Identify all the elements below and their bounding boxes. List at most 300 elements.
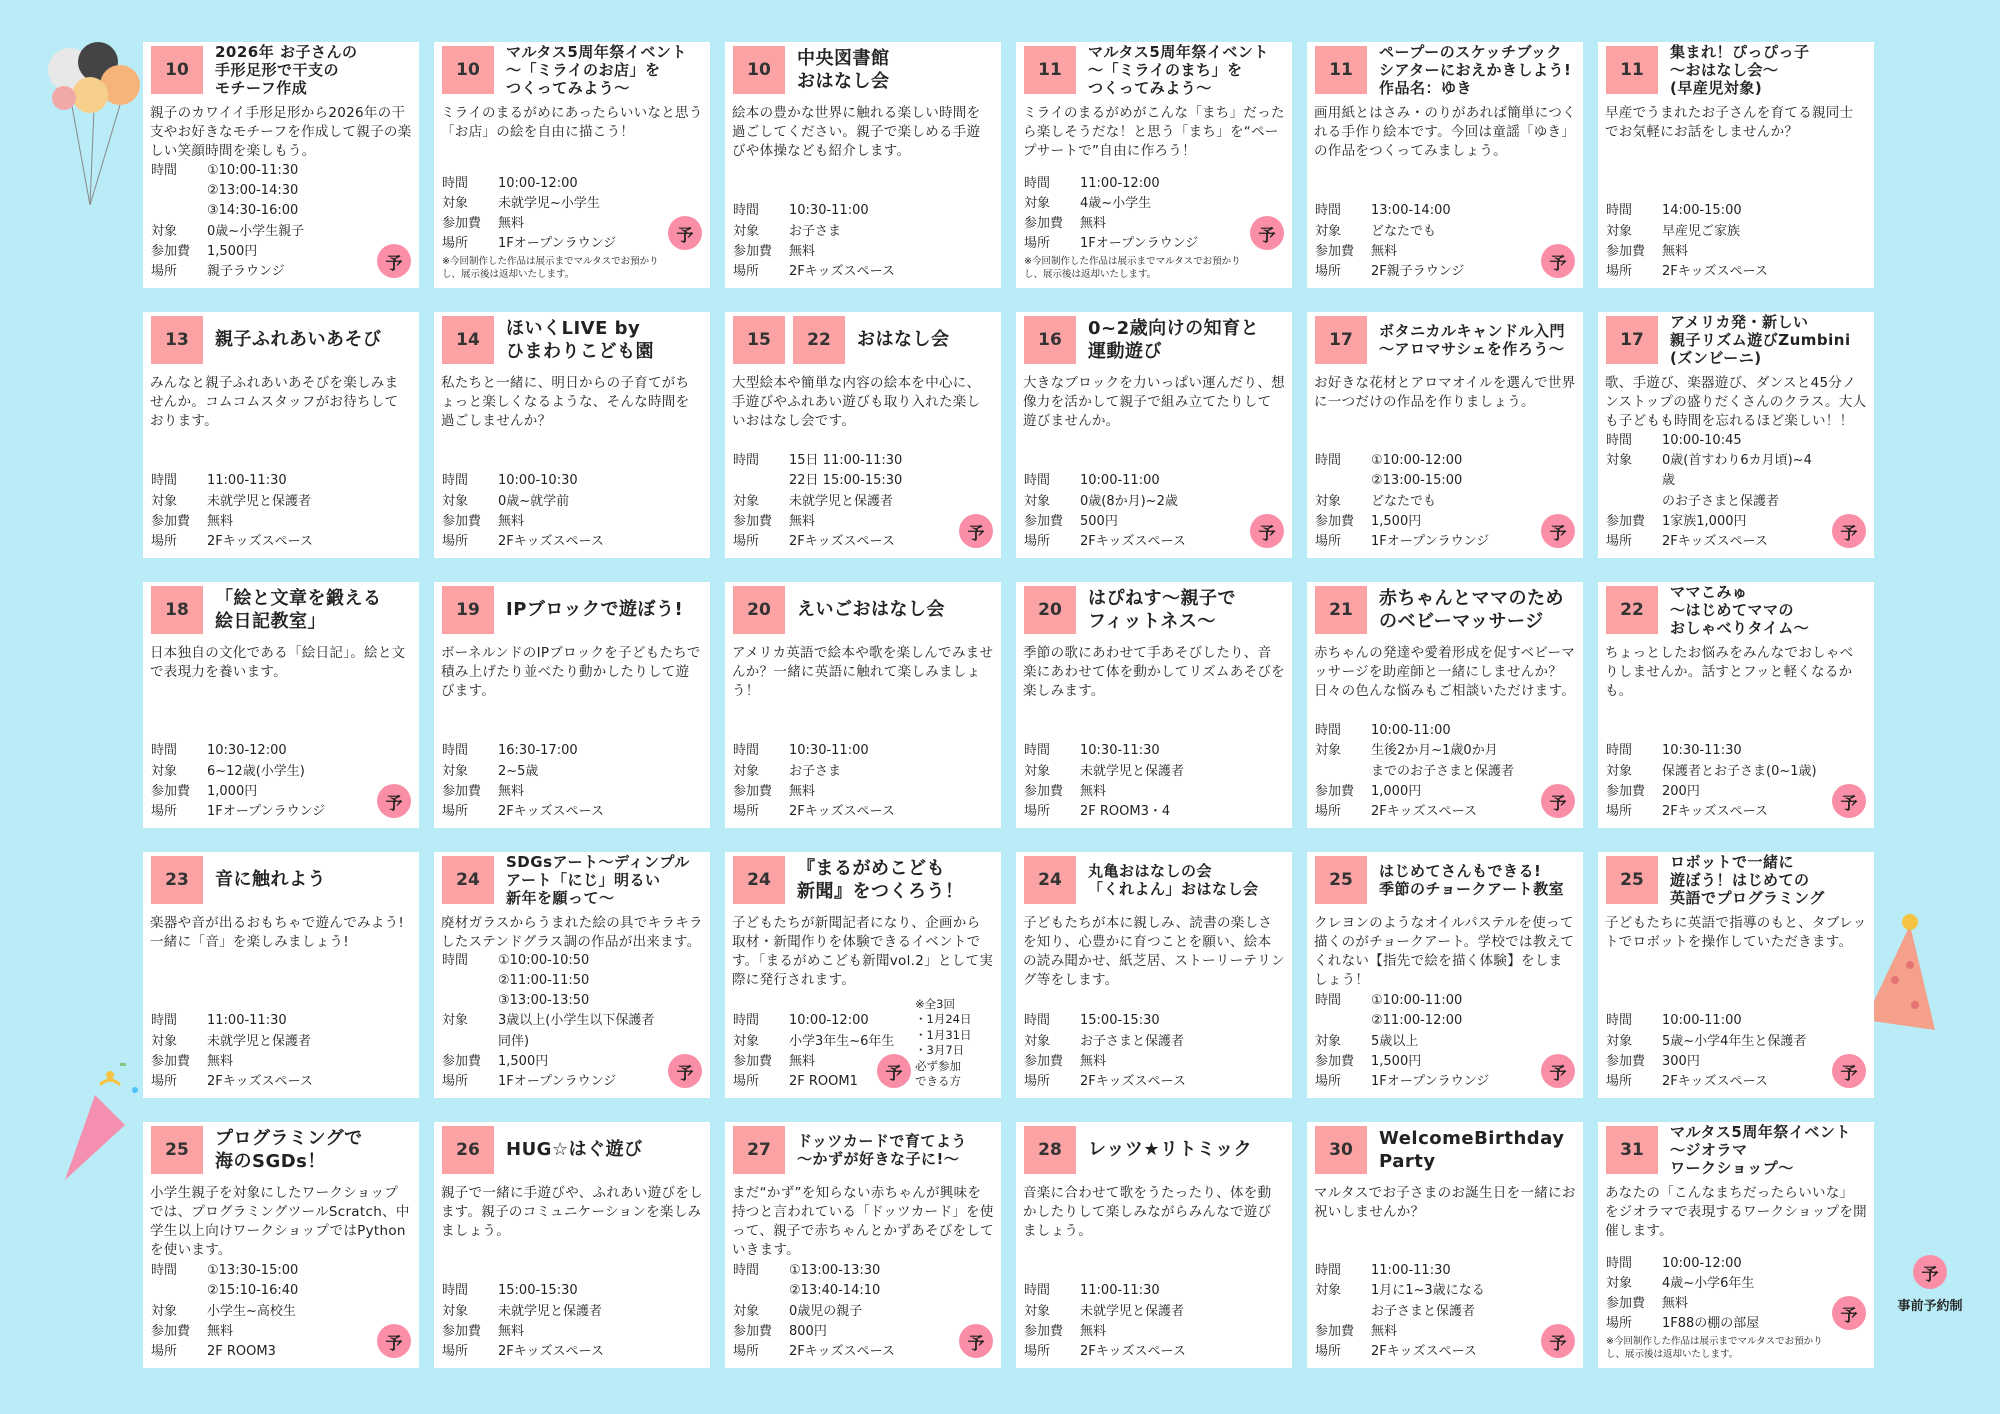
info-label: 参加費	[1024, 216, 1064, 232]
info-value: 1,500円	[498, 1053, 549, 1069]
info-label: 対象	[151, 763, 178, 779]
event-title: 『まるがめこども 新聞』をつくろう！	[797, 857, 964, 902]
info-row	[442, 512, 660, 532]
event-title: はぴねす〜親子で フィットネス〜	[1088, 587, 1236, 632]
event-header	[1598, 42, 1874, 98]
info-value: お子さま	[789, 223, 842, 239]
reservation-badge: 予	[959, 1324, 993, 1358]
info-label: 対象	[1024, 1033, 1051, 1049]
info-label: 場所	[733, 263, 760, 279]
info-label: 参加費	[151, 243, 191, 259]
event-header	[725, 852, 1001, 908]
info-label: 対象	[1606, 1275, 1633, 1291]
info-label: 時間	[733, 743, 760, 759]
info-value: 1Fオープンラウンジ	[1371, 533, 1490, 549]
info-label: 時間	[442, 743, 469, 759]
event-info	[151, 1011, 369, 1092]
info-label: 対象	[1606, 223, 1633, 239]
event-header	[1016, 582, 1292, 638]
info-row	[1315, 1261, 1533, 1281]
event-description: アメリカ英語で絵本や歌を楽しんでみませんか？一緒に英語に触れて楽しみましょう！	[732, 645, 994, 700]
event-header	[143, 42, 419, 98]
event-title: マルタス5周年祭イベント 〜ジオラマ ワークショップ〜	[1670, 1122, 1851, 1178]
info-row	[1606, 431, 1824, 451]
event-dates	[143, 852, 203, 908]
event-header	[725, 42, 1001, 98]
info-value: 無料	[1080, 216, 1107, 232]
info-row	[733, 262, 951, 282]
event-description: 親子のカワイイ手形足形から2026年の干支やお好きなモチーフを作成して親子の楽しい笑顔時間を楽しもう。	[150, 105, 412, 160]
info-label: 対象	[1606, 763, 1633, 779]
event-date: 20	[1024, 586, 1076, 634]
info-label: 対象	[1315, 1033, 1342, 1049]
event-card	[143, 852, 419, 1098]
info-row	[151, 1032, 369, 1052]
info-label: 場所	[1606, 803, 1633, 819]
info-row	[733, 512, 951, 532]
info-row	[1315, 782, 1533, 802]
info-label: 場所	[733, 1073, 760, 1089]
info-row	[733, 201, 951, 221]
info-value: 小学生~高校生	[207, 1303, 296, 1319]
info-label: 場所	[442, 533, 469, 549]
info-value: 2Fキッズスペース	[1371, 1343, 1477, 1359]
event-header	[1307, 1122, 1583, 1178]
info-row	[442, 1342, 660, 1362]
event-title: HUG☆はぐ遊び	[506, 1139, 643, 1161]
event-card	[143, 312, 419, 558]
event-description: 子どもたちに英語で指導のもと、タブレットでロボットを操作していただきます。	[1605, 915, 1867, 951]
event-date: 25	[1315, 856, 1367, 904]
info-value: 0歳~就学前	[498, 493, 570, 509]
event-note: ※今回制作した作品は展示までマルタスでお預かりし、展示後は返却いたします。	[442, 256, 659, 281]
info-value: 無料	[1080, 783, 1107, 799]
info-label: 場所	[1606, 533, 1633, 549]
info-row	[1024, 1342, 1242, 1362]
info-label: 時間	[1606, 433, 1633, 449]
info-row	[442, 951, 660, 1011]
event-info	[1024, 174, 1242, 282]
event-info	[1606, 741, 1824, 822]
info-value: 16:30-17:00	[498, 743, 578, 759]
info-row	[151, 1302, 369, 1322]
info-label: 対象	[151, 493, 178, 509]
info-row	[733, 802, 951, 822]
event-dates	[434, 42, 494, 98]
info-value: 無料	[207, 513, 234, 529]
info-row	[442, 1072, 660, 1092]
info-value: 3歳以上(小学生以下保護者同伴)	[498, 1013, 655, 1049]
info-row	[442, 1322, 660, 1342]
info-row	[1606, 1314, 1824, 1334]
info-label: 対象	[442, 493, 469, 509]
event-card	[1307, 582, 1583, 828]
info-row	[151, 161, 369, 221]
event-date: 26	[442, 1126, 494, 1174]
info-value: 15:00-15:30	[1080, 1013, 1160, 1029]
event-card	[1016, 1122, 1292, 1368]
info-value: お子さまと保護者	[1080, 1033, 1185, 1049]
info-value: 無料	[1662, 243, 1689, 259]
info-value: ①10:00-11:00 ②11:00-12:00	[1371, 993, 1463, 1029]
event-dates	[1307, 42, 1367, 98]
info-value: 10:30-12:00	[207, 743, 287, 759]
info-row	[1315, 1281, 1533, 1321]
event-title: 中央図書館 おはなし会	[797, 47, 890, 92]
event-date: 11	[1606, 46, 1658, 94]
info-label: 場所	[1606, 1073, 1633, 1089]
info-label: 参加費	[151, 1053, 191, 1069]
event-info	[1315, 451, 1533, 552]
info-label: 対象	[151, 223, 178, 239]
info-label: 時間	[733, 1013, 760, 1029]
event-dates	[434, 312, 494, 368]
info-row	[1315, 1342, 1533, 1362]
info-row	[733, 492, 951, 512]
event-info	[733, 741, 951, 822]
info-label: 参加費	[733, 1053, 773, 1069]
info-row	[151, 242, 369, 262]
info-value: 2Fキッズスペース	[1371, 803, 1477, 819]
info-value: 2Fキッズスペース	[789, 533, 895, 549]
info-value: 11:00-11:30	[1080, 1283, 1160, 1299]
info-value: 無料	[789, 243, 816, 259]
info-value: 1,500円	[207, 243, 258, 259]
info-label: 場所	[442, 1343, 469, 1359]
event-dates	[1598, 582, 1658, 638]
info-row	[1606, 782, 1824, 802]
info-row	[1315, 991, 1533, 1031]
event-dates	[1016, 852, 1076, 908]
info-row	[151, 1011, 369, 1031]
info-value: 無料	[789, 1053, 816, 1069]
info-value: 2F ROOM3・4	[1080, 803, 1171, 819]
info-label: 場所	[1315, 263, 1342, 279]
info-label: 場所	[733, 533, 760, 549]
event-date: 25	[151, 1126, 203, 1174]
info-value: 11:00-11:30	[207, 473, 287, 489]
event-title: 2026年 お子さんの 手形足形で干支の モチーフ作成	[215, 42, 358, 98]
event-info	[442, 951, 660, 1092]
info-row	[733, 1342, 951, 1362]
event-header	[143, 1122, 419, 1178]
info-label: 参加費	[1606, 243, 1646, 259]
event-dates	[143, 42, 203, 98]
info-row	[1024, 1322, 1242, 1342]
event-title: 「絵と文章を鍛える 絵日記教室」	[215, 587, 382, 632]
info-value: 1,500円	[1371, 1053, 1422, 1069]
info-label: 対象	[1315, 743, 1342, 759]
reservation-badge: 予	[668, 1054, 702, 1088]
event-info	[151, 471, 369, 552]
event-info	[1024, 471, 1242, 552]
event-title: マルタス5周年祭イベント 〜「ミライのお店」を つくってみよう〜	[506, 42, 687, 98]
info-row	[442, 471, 660, 491]
info-value: 未就学児と保護者	[789, 493, 894, 509]
info-label: 対象	[442, 195, 469, 211]
info-value: 10:00-12:00	[1662, 1255, 1742, 1271]
info-row	[1315, 242, 1533, 262]
event-header	[725, 1122, 1001, 1178]
event-header	[143, 852, 419, 908]
event-grid	[143, 42, 1874, 1368]
info-row	[1606, 762, 1824, 782]
party-popper-icon	[55, 1055, 150, 1185]
info-label: 時間	[151, 473, 178, 489]
info-label: 場所	[442, 803, 469, 819]
event-card	[1307, 852, 1583, 1098]
info-label: 対象	[442, 1303, 469, 1319]
info-label: 参加費	[1606, 1296, 1646, 1312]
reservation-badge: 予	[1541, 514, 1575, 548]
info-value: 1月に1~3歳になる お子さまと保護者	[1371, 1283, 1485, 1319]
info-label: 参加費	[1315, 1323, 1355, 1339]
info-value: 15:00-15:30	[498, 1283, 578, 1299]
info-label: 参加費	[733, 243, 773, 259]
info-label: 対象	[1315, 493, 1342, 509]
event-description: 私たちと一緒に、明日からの子育てがちょっと楽しくなるような、そんな時間を過ごしませんか？	[441, 375, 690, 430]
info-label: 場所	[151, 263, 178, 279]
info-row	[1315, 1032, 1533, 1052]
event-date: 10	[151, 46, 203, 94]
info-label: 参加費	[733, 783, 773, 799]
info-value: 無料	[207, 1323, 234, 1339]
info-row	[1024, 492, 1242, 512]
event-date: 31	[1606, 1126, 1658, 1174]
event-header	[1307, 852, 1583, 908]
info-value: 10:00-11:00	[1080, 473, 1160, 489]
event-side-note: ※全3回 ・1月24日 ・1月31日 ・3月7日 必ず参加 できる方	[915, 996, 972, 1089]
info-value: どなたでも	[1371, 223, 1437, 239]
info-row	[151, 782, 369, 802]
event-description: 絵本の豊かな世界に触れる楽しい時間を過ごしてください。親子で楽しめる手遊びや体操なども紹介します。	[732, 105, 981, 160]
info-row	[442, 1281, 660, 1301]
info-value: 親子ラウンジ	[207, 263, 285, 279]
info-row	[1024, 512, 1242, 532]
info-row	[151, 1072, 369, 1092]
info-value: 1Fオープンラウンジ	[1371, 1073, 1490, 1089]
info-row	[733, 242, 951, 262]
event-note: ※今回制作した作品は展示までマルタスでお預かりし、展示後は返却いたします。	[1024, 256, 1241, 281]
event-dates	[1598, 1122, 1658, 1178]
event-title: ママこみゅ 〜はじめてママの おしゃべりタイム〜	[1670, 582, 1810, 638]
event-date: 14	[442, 316, 494, 364]
info-value: 無料	[498, 1323, 525, 1339]
event-card	[434, 852, 710, 1098]
event-card	[434, 312, 710, 558]
info-row	[442, 214, 660, 234]
event-date: 23	[151, 856, 203, 904]
event-date: 21	[1315, 586, 1367, 634]
info-value: 2Fキッズスペース	[789, 263, 895, 279]
info-value: 1F88の棚の部屋	[1662, 1316, 1760, 1332]
event-description: 子どもたちが新聞記者になり、企画から取材・新聞作りを体験できるイベントです。「まるがめこども新聞vol.2」として実際に発行されます。	[732, 915, 994, 989]
event-info	[1024, 1281, 1242, 1362]
info-row	[151, 492, 369, 512]
info-value: 未就学児と保護者	[207, 1033, 312, 1049]
info-label: 時間	[733, 1263, 760, 1279]
event-info	[442, 1281, 660, 1362]
event-card	[1016, 852, 1292, 1098]
info-value: 2Fキッズスペース	[1662, 533, 1768, 549]
info-label: 場所	[1315, 1073, 1342, 1089]
info-value: ①13:30-15:00 ②15:10-16:40	[207, 1263, 299, 1299]
info-value: 10:00-10:30	[498, 473, 578, 489]
event-card	[143, 1122, 419, 1368]
event-description: 子どもたちが本に親しみ、読書の楽しさを知り、心豊かに育つことを願い、絵本の読み聞かせ、紙芝居、ストーリーテリング等をします。	[1023, 915, 1285, 989]
event-dates	[725, 312, 845, 368]
info-row	[1315, 802, 1533, 822]
info-value: 未就学児~小学生	[498, 195, 600, 211]
event-header	[1598, 312, 1874, 368]
reservation-mark: 予	[1913, 1255, 1947, 1289]
event-header	[434, 1122, 710, 1178]
info-value: 2Fキッズスペース	[789, 803, 895, 819]
event-info	[1606, 1254, 1824, 1362]
info-value: 無料	[498, 513, 525, 529]
info-label: 場所	[151, 803, 178, 819]
info-row	[733, 782, 951, 802]
info-label: 場所	[1024, 236, 1051, 252]
info-value: 10:00-12:00	[789, 1013, 869, 1029]
event-description: みんなと親子ふれあいあそびを楽しみませんか。コムコムスタッフがお待ちしております。	[150, 375, 399, 430]
info-label: 対象	[442, 1013, 469, 1029]
event-date: 22	[1606, 586, 1658, 634]
event-date: 17	[1315, 316, 1367, 364]
info-label: 対象	[1606, 1033, 1633, 1049]
event-title: ボタニカルキャンドル入門 〜アロマサシェを作ろう〜	[1379, 321, 1566, 358]
info-row	[442, 782, 660, 802]
info-value: 11:00-11:30	[207, 1013, 287, 1029]
info-label: 参加費	[1024, 1053, 1064, 1069]
info-label: 場所	[1315, 533, 1342, 549]
info-label: 参加費	[442, 1053, 482, 1069]
info-value: 2Fキッズスペース	[1080, 1343, 1186, 1359]
info-label: 時間	[1024, 743, 1051, 759]
info-value: 4歳~小学6年生	[1662, 1275, 1755, 1291]
info-value: 0歳~小学生親子	[207, 223, 305, 239]
info-value: 無料	[1371, 1323, 1398, 1339]
info-row	[442, 762, 660, 782]
info-value: 無料	[789, 783, 816, 799]
info-row	[1606, 222, 1824, 242]
event-card	[1016, 312, 1292, 558]
reservation-badge: 予	[377, 1324, 411, 1358]
event-description: 大型絵本や簡単な内容の絵本を中心に、手遊びやふれあい遊びも取り入れた楽しいおはなし会です。	[732, 375, 981, 430]
info-row	[1024, 1072, 1242, 1092]
info-value: 200円	[1662, 783, 1700, 799]
info-label: 対象	[1024, 493, 1051, 509]
event-header	[1307, 42, 1583, 98]
info-row	[442, 1052, 660, 1072]
info-value: 2F ROOM3	[207, 1343, 276, 1359]
event-card	[1598, 582, 1874, 828]
info-label: 場所	[733, 1343, 760, 1359]
event-card	[1016, 582, 1292, 828]
event-date: 25	[1606, 856, 1658, 904]
event-header	[1598, 582, 1874, 638]
info-row	[1315, 262, 1533, 282]
info-row	[1315, 721, 1533, 741]
event-card	[143, 582, 419, 828]
info-label: 参加費	[442, 513, 482, 529]
event-card	[1307, 312, 1583, 558]
info-row	[1024, 1011, 1242, 1031]
info-value: 4歳~小学生	[1080, 195, 1152, 211]
reservation-badge: 予	[377, 784, 411, 818]
info-row	[442, 174, 660, 194]
event-description: 画用紙とはさみ・のりがあれば簡単につくれる手作り絵本です。今回は童謡「ゆき」の作品をつくってみましょう。	[1314, 105, 1576, 160]
info-value: 無料	[1080, 1053, 1107, 1069]
info-row	[442, 492, 660, 512]
event-info	[442, 471, 660, 552]
info-row	[1606, 1072, 1824, 1092]
info-label: 対象	[733, 223, 760, 239]
event-info	[733, 451, 951, 552]
info-label: 参加費	[1024, 513, 1064, 529]
event-card	[1598, 312, 1874, 558]
info-value: 2Fキッズスペース	[1080, 1073, 1186, 1089]
event-info	[442, 741, 660, 822]
info-value: 0歳(8か月)~2歳	[1080, 493, 1178, 509]
info-row	[1024, 1052, 1242, 1072]
info-label: 時間	[442, 473, 469, 489]
event-header	[434, 582, 710, 638]
event-dates	[1307, 1122, 1367, 1178]
info-row	[1315, 1322, 1533, 1342]
event-card	[1598, 1122, 1874, 1368]
event-description: 歌、手遊び、楽器遊び、ダンスと45分ノンストップの盛りだくさんのクラス。大人も子どもも時間を忘れるほど楽しい！！	[1605, 375, 1867, 430]
event-dates	[143, 582, 203, 638]
info-row	[1024, 741, 1242, 761]
info-value: 未就学児と保護者	[1080, 1303, 1185, 1319]
info-label: 場所	[1024, 1343, 1051, 1359]
info-row	[1315, 532, 1533, 552]
reservation-badge: 予	[1541, 1054, 1575, 1088]
info-value: 2Fキッズスペース	[498, 1343, 604, 1359]
event-title: えいごおはなし会	[797, 599, 945, 621]
info-row	[1315, 741, 1533, 781]
event-info	[1024, 741, 1242, 822]
event-dates	[434, 1122, 494, 1178]
info-value: 2Fキッズスペース	[1662, 1073, 1768, 1089]
event-description: 日本独自の文化である「絵日記」。絵と文で表現力を養います。	[150, 645, 406, 681]
info-row	[442, 802, 660, 822]
event-date: 22	[793, 316, 845, 364]
info-label: 時間	[442, 953, 469, 969]
info-value: 13:00-14:00	[1371, 203, 1451, 219]
event-description: ボーネルンドのIPブロックを子どもたちで積み上げたり並べたり動かしたりして遊びます。	[441, 645, 701, 700]
info-row	[1315, 512, 1533, 532]
event-date: 18	[151, 586, 203, 634]
reservation-badge: 予	[1541, 784, 1575, 818]
event-date: 24	[733, 856, 785, 904]
event-info	[1606, 431, 1824, 552]
event-date: 13	[151, 316, 203, 364]
event-header	[143, 582, 419, 638]
info-row	[151, 512, 369, 532]
info-label: 時間	[1606, 203, 1633, 219]
info-label: 対象	[733, 763, 760, 779]
event-title: 0~2歳向けの知育と 運動遊び	[1088, 317, 1260, 362]
info-row	[1315, 492, 1533, 512]
event-header	[1307, 312, 1583, 368]
info-row	[151, 1342, 369, 1362]
info-value: 2Fキッズスペース	[1080, 533, 1186, 549]
event-dates	[434, 852, 494, 908]
event-header	[1016, 42, 1292, 98]
info-value: 10:00-11:00	[1371, 723, 1451, 739]
